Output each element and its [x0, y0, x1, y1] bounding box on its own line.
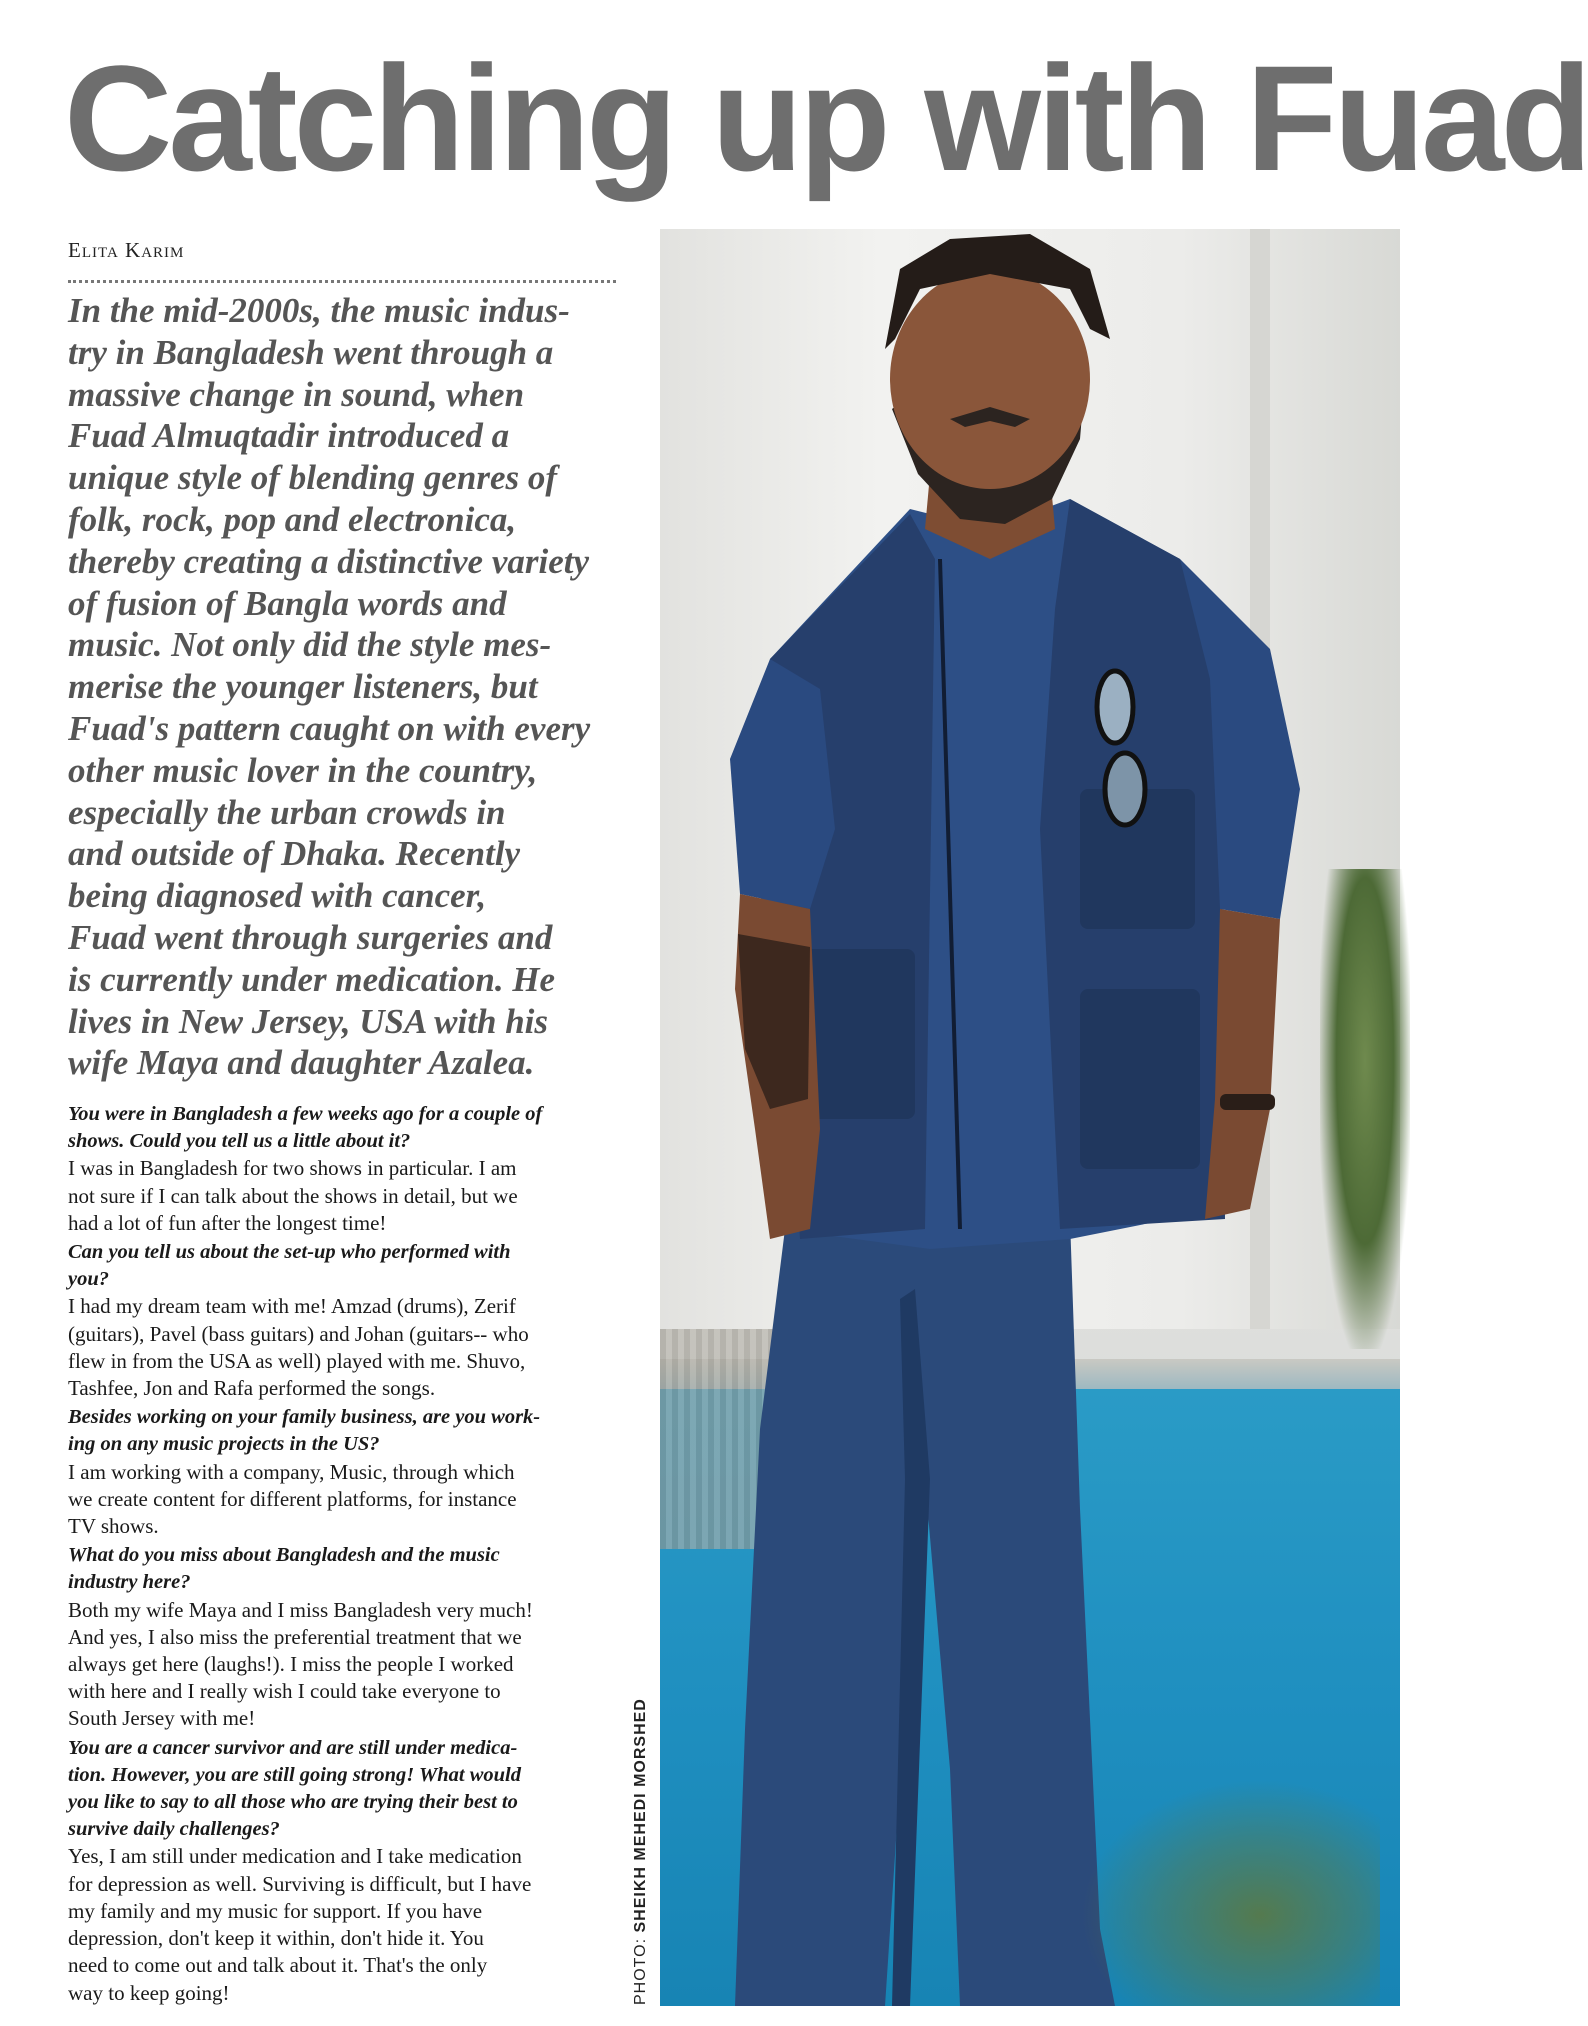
question-line: Can you tell us about the set-up who performed with: [68, 1241, 511, 1264]
question: [68, 1404, 628, 1458]
question: [68, 1101, 628, 1155]
intro-line: Fuad's pattern caught on with every: [68, 708, 591, 748]
sunglasses-lens-top: [1097, 671, 1133, 743]
question-line: you like to say to all those who are trying their best to: [68, 1791, 518, 1814]
question-line: What do you miss about Bangladesh and the music: [68, 1544, 500, 1567]
answer-line: my family and my music for support. If you have: [68, 1898, 483, 1923]
answer-line: Yes, I am still under medication and I take medication: [68, 1844, 522, 1869]
intro-line: music. Not only did the style mes-: [68, 625, 552, 665]
answer-line: (guitars), Pavel (bass guitars) and Johan (guitars-- who: [68, 1321, 529, 1346]
intro-line: and outside of Dhaka. Recently: [68, 834, 521, 874]
portrait-photo: [660, 229, 1400, 2006]
vest-pocket-left: [805, 949, 915, 1119]
vest-pocket-right-lower: [1080, 989, 1200, 1169]
face: [890, 269, 1090, 489]
answer-line: I am working with a company, Music, through which: [68, 1459, 515, 1484]
question-line: shows. Could you tell us a little about it?: [68, 1130, 411, 1153]
question-line: industry here?: [68, 1571, 191, 1594]
intro-line: merise the younger listeners, but: [68, 667, 538, 707]
intro-line: being diagnosed with cancer,: [68, 876, 487, 916]
byline-divider: [68, 280, 616, 283]
intro-line: In the mid-2000s, the music indus-: [68, 291, 570, 330]
qa-block: [68, 1542, 628, 1732]
byline: Elita Karim: [68, 238, 185, 262]
question-line: survive daily challenges?: [68, 1818, 280, 1841]
answer-line: always get here (laughs!). I miss the people I worked: [68, 1652, 514, 1677]
question-line: You were in Bangladesh a few weeks ago for a couple of: [68, 1103, 543, 1125]
answer-line: I was in Bangladesh for two shows in particular. I am: [68, 1156, 517, 1181]
question: [68, 1735, 628, 1844]
answer-line: Tashfee, Jon and Rafa performed the songs.: [68, 1376, 436, 1401]
left-sleeve: [730, 659, 835, 909]
answer-line: depression, don't keep it within, don't hide it. You: [68, 1926, 484, 1951]
answer-line: flew in from the USA as well) played with me. Shuvo,: [68, 1348, 526, 1373]
photo-credit-prefix: PHOTO:: [632, 1932, 649, 2005]
answer-line: South Jersey with me!: [68, 1706, 256, 1731]
qa-block: [68, 1101, 628, 1237]
intro-line: try in Bangladesh went through a: [68, 332, 554, 372]
answer: [68, 1155, 628, 1237]
question-line: Besides working on your family business, are you work-: [68, 1406, 541, 1429]
answer: [68, 1293, 628, 1402]
answer-line: Both my wife Maya and I miss Bangladesh very much!: [68, 1597, 533, 1622]
intro-line: especially the urban crowds in: [68, 792, 506, 832]
intro-line: thereby creating a distinctive variety: [68, 541, 590, 581]
intro-line: other music lover in the country,: [68, 750, 538, 790]
answer-line: I had my dream team with me! Amzad (drums), Zerif: [68, 1294, 516, 1319]
photo-credit: [632, 1698, 650, 2005]
intro-line: lives in New Jersey, USA with his: [68, 1001, 549, 1041]
photo-foreground-leaf: [1080, 1779, 1380, 2006]
answer-line: with here and I really wish I could take everyone to: [68, 1679, 501, 1704]
intro-line: of fusion of Bangla words and: [68, 583, 507, 623]
intro-line: is currently under medication. He: [68, 959, 556, 999]
qa-block: [68, 1239, 628, 1402]
interview-qa: [68, 1101, 628, 2009]
intro-line: wife Maya and daughter Azalea.: [68, 1043, 535, 1083]
intro-line: Fuad went through surgeries and: [68, 917, 553, 957]
answer-line: And yes, I also miss the preferential treatment that we: [68, 1624, 522, 1649]
person-figure: [660, 229, 1400, 2006]
jeans: [735, 1219, 1115, 2006]
intro-line: unique style of blending genres of: [68, 458, 558, 498]
answer-line: we create content for different platforms, for instance: [68, 1486, 517, 1511]
sunglasses-lens-bottom: [1105, 753, 1145, 825]
intro-line: folk, rock, pop and electronica,: [68, 499, 517, 539]
answer-line: need to come out and talk about it. That's the only: [68, 1953, 488, 1978]
question-line: tion. However, you are still going strong! What would: [68, 1763, 521, 1786]
intro-line: Fuad Almuqtadir introduced a: [68, 416, 510, 456]
answer-line: way to keep going!: [68, 1980, 230, 2005]
photo-credit-name: SHEIKH MEHEDI MORSHED: [632, 1698, 649, 1933]
answer: [68, 1597, 628, 1733]
question-line: ing on any music projects in the US?: [68, 1433, 380, 1456]
headline: Catching up with Fuad: [64, 34, 1588, 202]
answer: [68, 1459, 628, 1541]
answer-line: had a lot of fun after the longest time!: [68, 1210, 387, 1235]
answer-line: TV shows.: [68, 1514, 159, 1539]
question: [68, 1542, 628, 1596]
question-line: You are a cancer survivor and are still under medica-: [68, 1736, 518, 1759]
answer: [68, 1843, 628, 2006]
intro-paragraph: [68, 290, 628, 1084]
intro-line: massive change in sound, when: [68, 374, 525, 414]
right-wrist-band: [1220, 1094, 1275, 1110]
answer-line: not sure if I can talk about the shows in detail, but we: [68, 1183, 518, 1208]
question: [68, 1239, 628, 1293]
question-line: you?: [68, 1268, 109, 1291]
answer-line: for depression as well. Surviving is difficult, but I have: [68, 1871, 532, 1896]
qa-block: [68, 1404, 628, 1540]
qa-block: [68, 1735, 628, 2007]
